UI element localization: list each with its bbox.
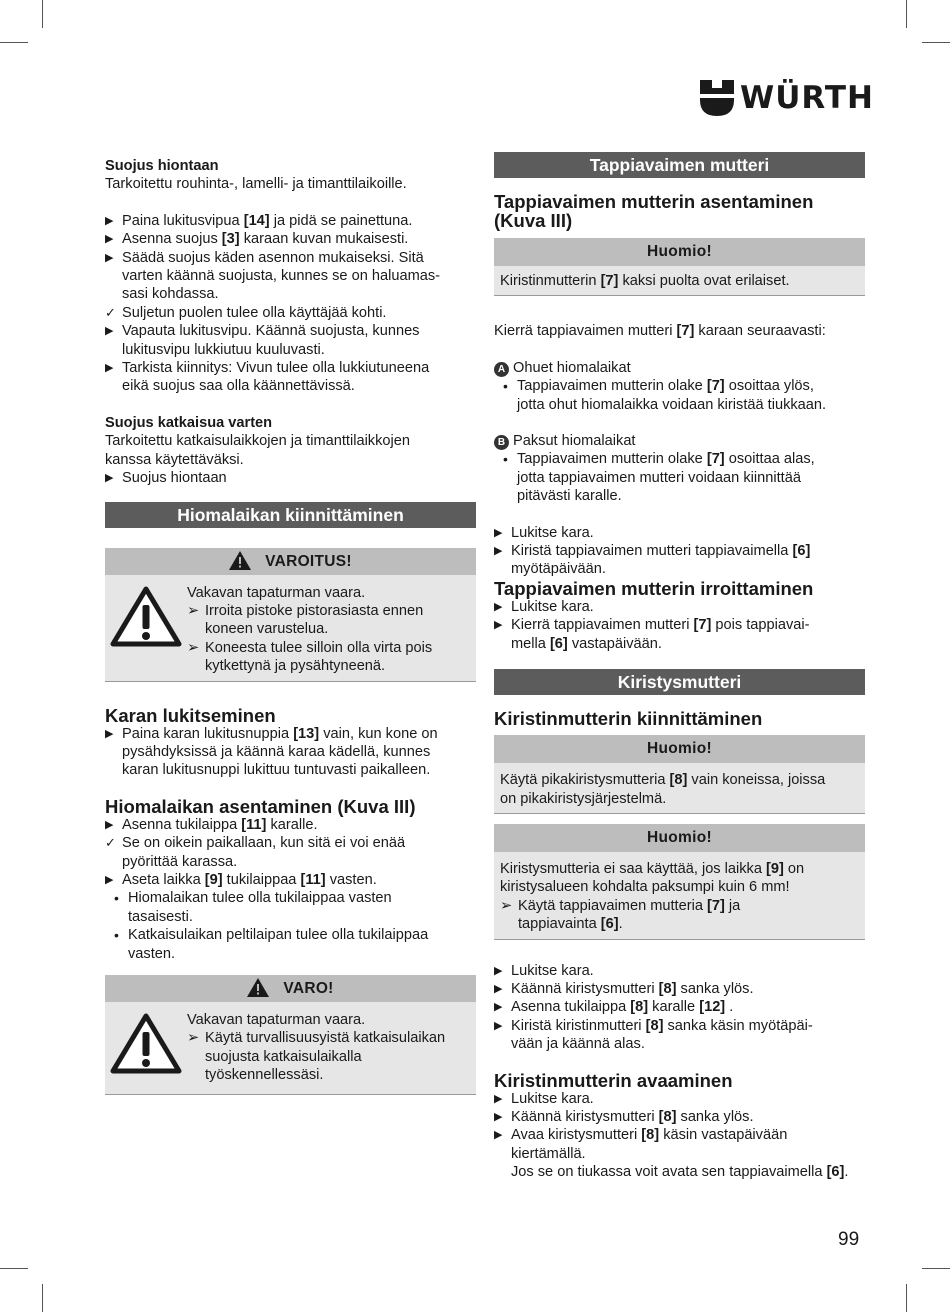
list-item: ▶ Käännä kiristysmutteri [8] sanka ylös. [494,1108,754,1125]
wurth-logo-icon [700,80,734,116]
list-item: ▶ Paina karan lukitusnuppia [13] vain, kun kone on pysähdyksissä ja käännä karaa kädellä, kunnes karan lukitusnuppi lukittuu tuntuvasti paikalleen. [105,725,438,779]
crop-mark [906,0,907,28]
crop-mark [42,0,43,28]
warning-header: VARO! [105,975,476,1002]
crop-mark [922,42,950,43]
badge-b-icon: B [494,435,509,450]
list-item-bullet: • Hiomalaikan tulee olla tukilaippaa vasten tasaisesti. [114,890,392,925]
crop-mark [0,42,28,43]
badge-a-icon: A [494,362,509,377]
section-heading: Tappiavaimen mutterin asentaminen (Kuva III) [494,191,814,231]
warning-triangle-icon [110,585,182,647]
crop-mark [42,1284,43,1312]
list-item: ▶ Vapauta lukitusvipu. Käännä suojusta, kunnes lukitusvipu lukkiutuu kuuluvasti. [105,323,420,358]
note-box: Huomio! Kiristysmutteria ei saa käyttää, jos laikka [9] on kiristysalueen kohdalta paksumpi kuin 6 mm! ➢ Käytä tappiavaimen mutteria [7] ja tappiavainta [6]. [494,824,865,940]
list-item: ▶ Lukitse kara. [494,1090,594,1107]
variant-heading: B Paksut hiomalaikat [494,432,865,450]
list-item: ▶ Suojus hiontaan [105,470,227,487]
list-item-bullet: • Katkaisulaikan peltilaipan tulee olla tukilaippaa vasten. [114,927,429,962]
list-item: ▶ Paina lukitusvipua [14] ja pidä se painettuna. [105,212,413,229]
right-column [494,152,865,1182]
list-item: ▶ Lukitse kara. [494,524,594,541]
warning-triangle-icon [110,1012,182,1074]
list-item: ▶ Avaa kiristysmutteri [8] käsin vastapäivään kiertämällä. Jos se on tiukassa voit avata sen tappiavaimella [6]. [494,1127,849,1181]
list-item-check: ✓ Suljetun puolen tulee olla käyttäjää kohti. [105,304,387,321]
note-header: Huomio! [494,238,865,266]
warning-header: VAROITUS! [105,548,476,575]
list-item-sub: ➢ Koneesta tulee silloin olla virta pois kytkettynä ja pysähtyneenä. [187,639,433,675]
left-column [105,152,476,1095]
section-bar: Hiomalaikan kiinnittäminen [105,502,476,528]
list-item-sub: ➢ Irroita pistoke pistorasiasta ennen koneen varustelua. [187,602,424,638]
warning-triangle-icon [247,978,269,997]
list-item: ▶ Kiristä tappiavaimen mutteri tappiavaimella [6] myötäpäivään. [494,543,811,578]
list-item: ▶ Kierrä tappiavaimen mutteri [7] pois tappiavai- mella [6] vastapäivään. [494,617,810,652]
list-item-sub: ➢ Käytä turvallisuusyistä katkaisulaikan suojusta katkaisulaikalla työskennellessäsi. [187,1030,446,1084]
list-item: ▶ Asenna suojus [3] karaan kuvan mukaisesti. [105,231,409,248]
paragraph: Kierrä tappiavaimen mutteri [7] karaan seuraavasti: [494,323,826,340]
crop-mark [906,1284,907,1312]
section-heading: Tappiavaimen mutterin irroittaminen [494,577,814,599]
list-item: ▶ Käännä kiristysmutteri [8] sanka ylös. [494,980,754,997]
list-item-bullet: • Tappiavaimen mutterin olake [7] osoittaa ylös, jotta ohut hiomalaikka voidaan kiristää tiukkaan. [503,378,827,413]
warning-text: Vakavan tapaturman vaara. [187,584,366,601]
warning-box [105,975,476,1095]
list-item: ▶ Asenna tukilaippa [8] karalle [12] . [494,999,734,1016]
brand-logo [700,78,874,118]
section-heading: Karan lukitseminen [105,704,276,726]
list-item: ▶ Tarkista kiinnitys: Vivun tulee olla lukkiutuneena eikä suojus saa olla käännettävissä. [105,360,430,395]
note-box: Huomio! Käytä pikakiristysmutteria [8] vain koneissa, joissa on pikakiristysjärjestelmä. [494,735,865,814]
section-bar: Kiristysmutteri [494,669,865,695]
list-item-bullet: • Tappiavaimen mutterin olake [7] osoittaa alas, jotta tappiavaimen mutteri voidaan kiinnittää pitävästi karalle. [503,451,815,505]
section-title: Suojus katkaisua varten [105,414,273,431]
list-item: ▶ Lukitse kara. [494,598,594,615]
list-item: ▶ Asenna tukilaippa [11] karalle. [105,816,318,833]
page-number: 99 [838,1229,860,1250]
note-header: Huomio! [494,824,865,852]
section-desc: Tarkoitettu rouhinta-, lamelli- ja timanttilaikoille. [105,176,407,193]
list-item: ▶ Aseta laikka [9] tukilaippaa [11] vasten. [105,871,377,888]
list-item: ▶ Kiristä kiristinmutteri [8] sanka käsin myötäpäi- vään ja käännä alas. [494,1017,813,1053]
warning-text: Vakavan tapaturman vaara. [187,1012,366,1028]
section-bar: Tappiavaimen mutteri [494,152,865,178]
section-heading: Kiristinmutterin avaaminen [494,1069,733,1091]
list-item-check: ✓ Se on oikein paikallaan, kun sitä ei voi enää pyörittää karassa. [105,835,406,870]
section-heading: Hiomalaikan asentaminen (Kuva III) [105,795,416,817]
note-box: Huomio! Kiristinmutterin [7] kaksi puolta ovat erilaiset. [494,238,865,296]
note-header: Huomio! [494,735,865,763]
warning-box [105,548,476,682]
warning-triangle-icon [229,551,251,570]
variant-heading: A Ohuet hiomalaikat [494,359,865,377]
list-item: ▶ Lukitse kara. [494,962,594,979]
section-title: Suojus hiontaan [105,158,219,174]
list-item-sub: ➢ Käytä tappiavaimen mutteria [7] ja tappiavainta [6]. [500,897,741,933]
crop-mark [0,1268,28,1269]
section-desc: Tarkoitettu katkaisulaikkojen ja timanttilaikkojen kanssa käytettäväksi. [105,433,410,468]
list-item: ▶ Säädä suojus käden asennon mukaiseksi. Sitä varten käännä suojusta, kunnes se on haluamas- sasi kohdassa. [105,249,441,303]
brand-wordmark: WÜRTH [740,80,874,116]
section-heading: Kiristinmutterin kiinnittäminen [494,708,763,730]
crop-mark [922,1268,950,1269]
